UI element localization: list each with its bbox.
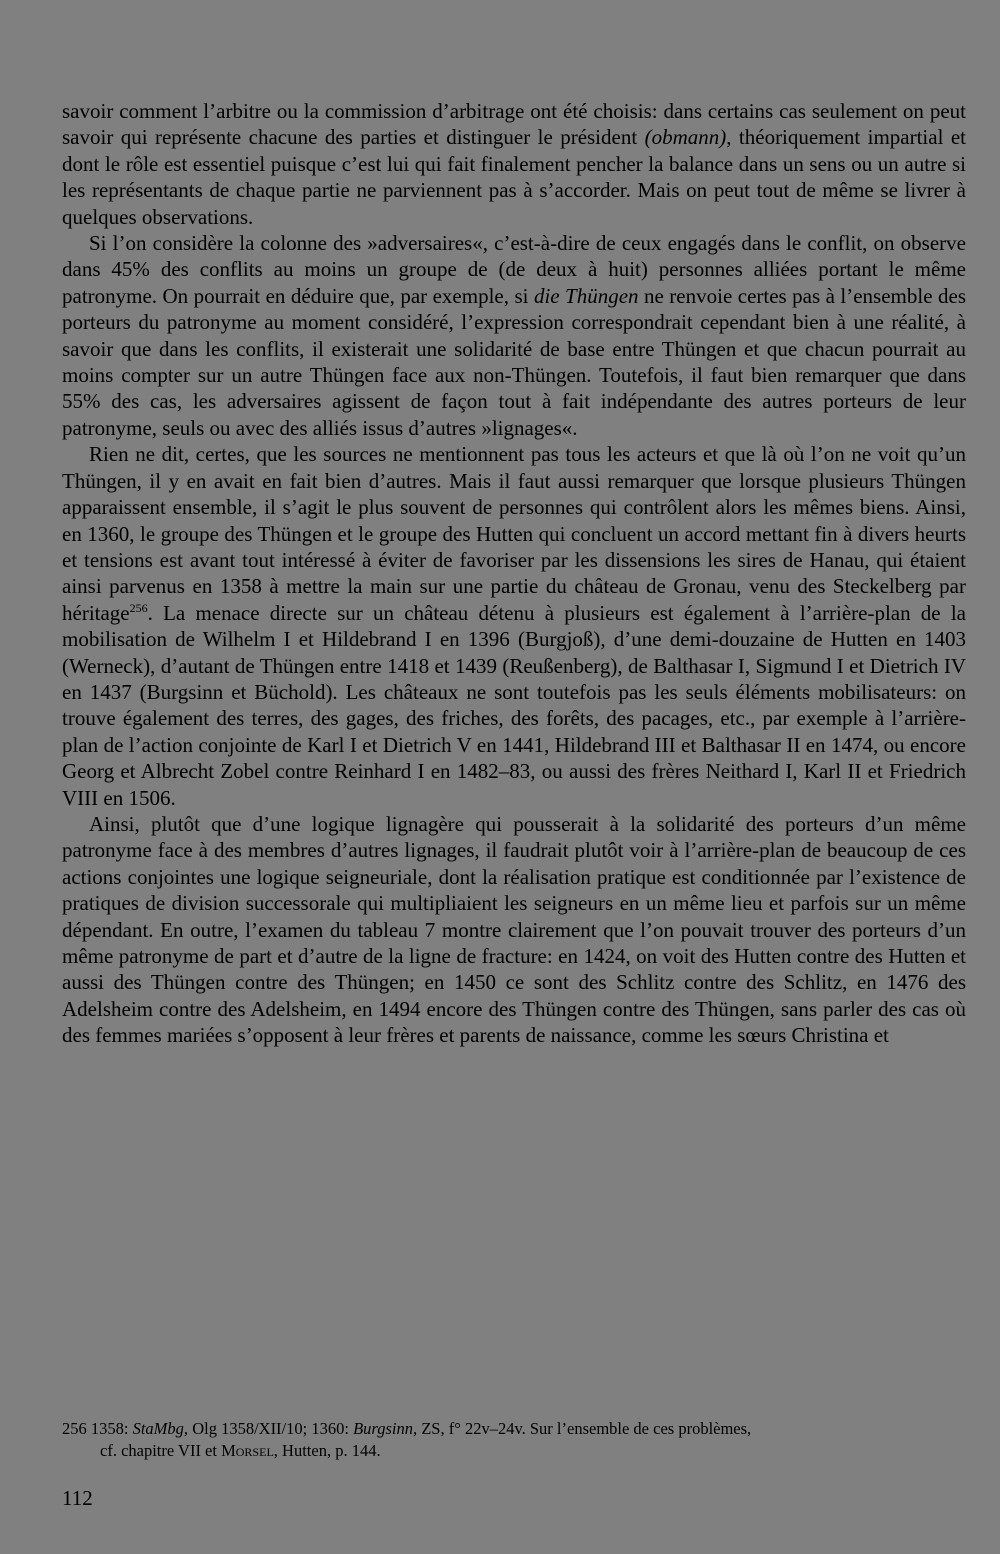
paragraph-text: ne renvoie certes pas à l’ensemble des porteurs du patronyme au moment considéré, l’expression correspondrait cependant bien à une réalité, à savoir que dans les conflits, il existerait une solidarité de base entre Thüngen et que chacun pourrait au moins compter sur un autre Thüngen face aux non-Thüngen. Toutefois, il faut bien remarquer que dans 55% des cas, les adversaires agissent de façon tout à fait indépendante des autres porteurs de leur patronyme, seuls ou avec des alliés issus d’autres »lignages«. xyxy=(62,283,966,440)
footnote-text: 1358: xyxy=(86,1419,133,1438)
footnote-text: Olg 1358/XII/10; 1360: xyxy=(188,1419,354,1438)
footnote-line-2 xyxy=(62,1440,966,1462)
paragraph-text: savoir comment l’arbitre ou la commission d’arbitrage ont été choisis: dans certains cas seulement on peut savoir qui représente chacune des parties et distinguer le président xyxy=(62,99,966,150)
paragraph-text: (obmann) xyxy=(644,125,727,150)
paragraph-text: Rien ne dit, certes, que les sources ne mentionnent pas tous les acteurs et que là où l’on ne voit qu’un Thüngen, il y en avait en fait bien d’autres. Mais il faut aussi remarquer que lorsque plusieurs Thüngen apparaissent ensemble, il s’agit le plus souvent de personnes qui contrôlent alors les mêmes biens. Ainsi, en 1360, le groupe des Thüngen et le groupe des Hutten qui concluent un accord mettant fin à divers heurts et tensions est avant tout intéressé à éviter de favoriser par les dissensions les sires de Hanau, qui étaient ainsi parvenus en 1358 à mettre la main sur une partie du château de Gronau, venu des Steckelberg par héritage xyxy=(62,442,966,625)
page-number: 112 xyxy=(62,1486,93,1510)
footnote-text: Burgsinn, xyxy=(353,1419,418,1438)
footnote-number: 256 xyxy=(62,1419,87,1438)
paragraph-text: die Thüngen xyxy=(533,283,639,308)
body-text xyxy=(62,98,966,1049)
paragraph-text: Si l’on considère la colonne des »adversaires«, c’est-à-dire de ceux engagés dans le conflit, on observe dans 45% des conflits au moins un groupe de (de deux à huit) personnes alliées portant le même patronyme. On pourrait en déduire que, par exemple, si xyxy=(62,231,966,308)
footnote-text: ZS, f° 22v–24v. Sur l’ensemble de ces problèmes, xyxy=(417,1419,752,1438)
footnote-text: , Hutten, p. 144. xyxy=(273,1441,381,1460)
paragraph xyxy=(62,441,966,811)
footnote-text: StaMbg, xyxy=(132,1419,189,1438)
footnote xyxy=(62,1418,966,1462)
paragraph-text: Ainsi, plutôt que d’une logique lignagère qui pousserait à la solidarité des porteurs d’un même patronyme face à des membres d’autres lignages, il faudrait plutôt voir à l’arrière-plan de beaucoup de ces actions conjointes une logique seigneuriale, dont la réalisation pratique est conditionnée par l’existence de pratiques de division successorale qui multipliaient les seigneurs en un même lieu et parfois sur un même dépendant. En outre, l’examen du tableau 7 montre clairement que l’on pouvait trouver des porteurs d’un même patronyme de part et d’autre de la ligne de fracture: en 1424, on voit des Hutten contre des Hutten et aussi des Thüngen contre des Thüngen; en 1450 ce sont des Schlitz contre des Schlitz, en 1476 des Adelsheim contre des Adelsheim, en 1494 encore des Thüngen contre des Thüngen, sans parler des cas où des femmes mariées s’opposent à leur frères et parents de naissance, comme les sœurs Christina et xyxy=(62,811,966,1048)
paragraph xyxy=(62,98,966,230)
footnote-line-1 xyxy=(87,1419,751,1438)
paragraph-text: . La menace directe sur un château détenu à plusieurs est également à l’arrière-plan de la mobilisation de Wilhelm I et Hildebrand I en 1396 (Burgjoß), d’une demi-douzaine de Hutten en 1403 (Werneck), d’autant de Thüngen entre 1418 et 1439 (Reußenberg), de Balthasar I, Sigmund I et Dietrich IV en 1437 (Burgsinn et Büchold). Les châteaux ne sont toutefois pas les seuls éléments mobilisateurs: on trouve également des terres, des gages, des friches, des forêts, des pacages, etc., par exemple à l’arrière-plan de l’action conjointe de Karl I et Dietrich V en 1441, Hildebrand III et Balthasar II en 1474, ou encore Georg et Albrecht Zobel contre Reinhard I en 1482–83, ou aussi des frères Neithard I, Karl II et Friedrich VIII en 1506. xyxy=(62,600,966,810)
footnote-text: cf. chapitre VII et xyxy=(100,1441,222,1460)
paragraph xyxy=(62,230,966,441)
footnote-text: Morsel xyxy=(221,1441,274,1460)
paragraph-text: , théoriquement impartial et dont le rôle est essentiel puisque c’est lui qui fait finalement pencher la balance dans un sens ou un autre si les représentants de chaque partie ne parviennent pas à s’accorder. Mais on peut tout de même se livrer à quelques observations. xyxy=(62,125,966,229)
footnote-reference: 256 xyxy=(129,600,148,615)
paragraph xyxy=(62,811,966,1049)
